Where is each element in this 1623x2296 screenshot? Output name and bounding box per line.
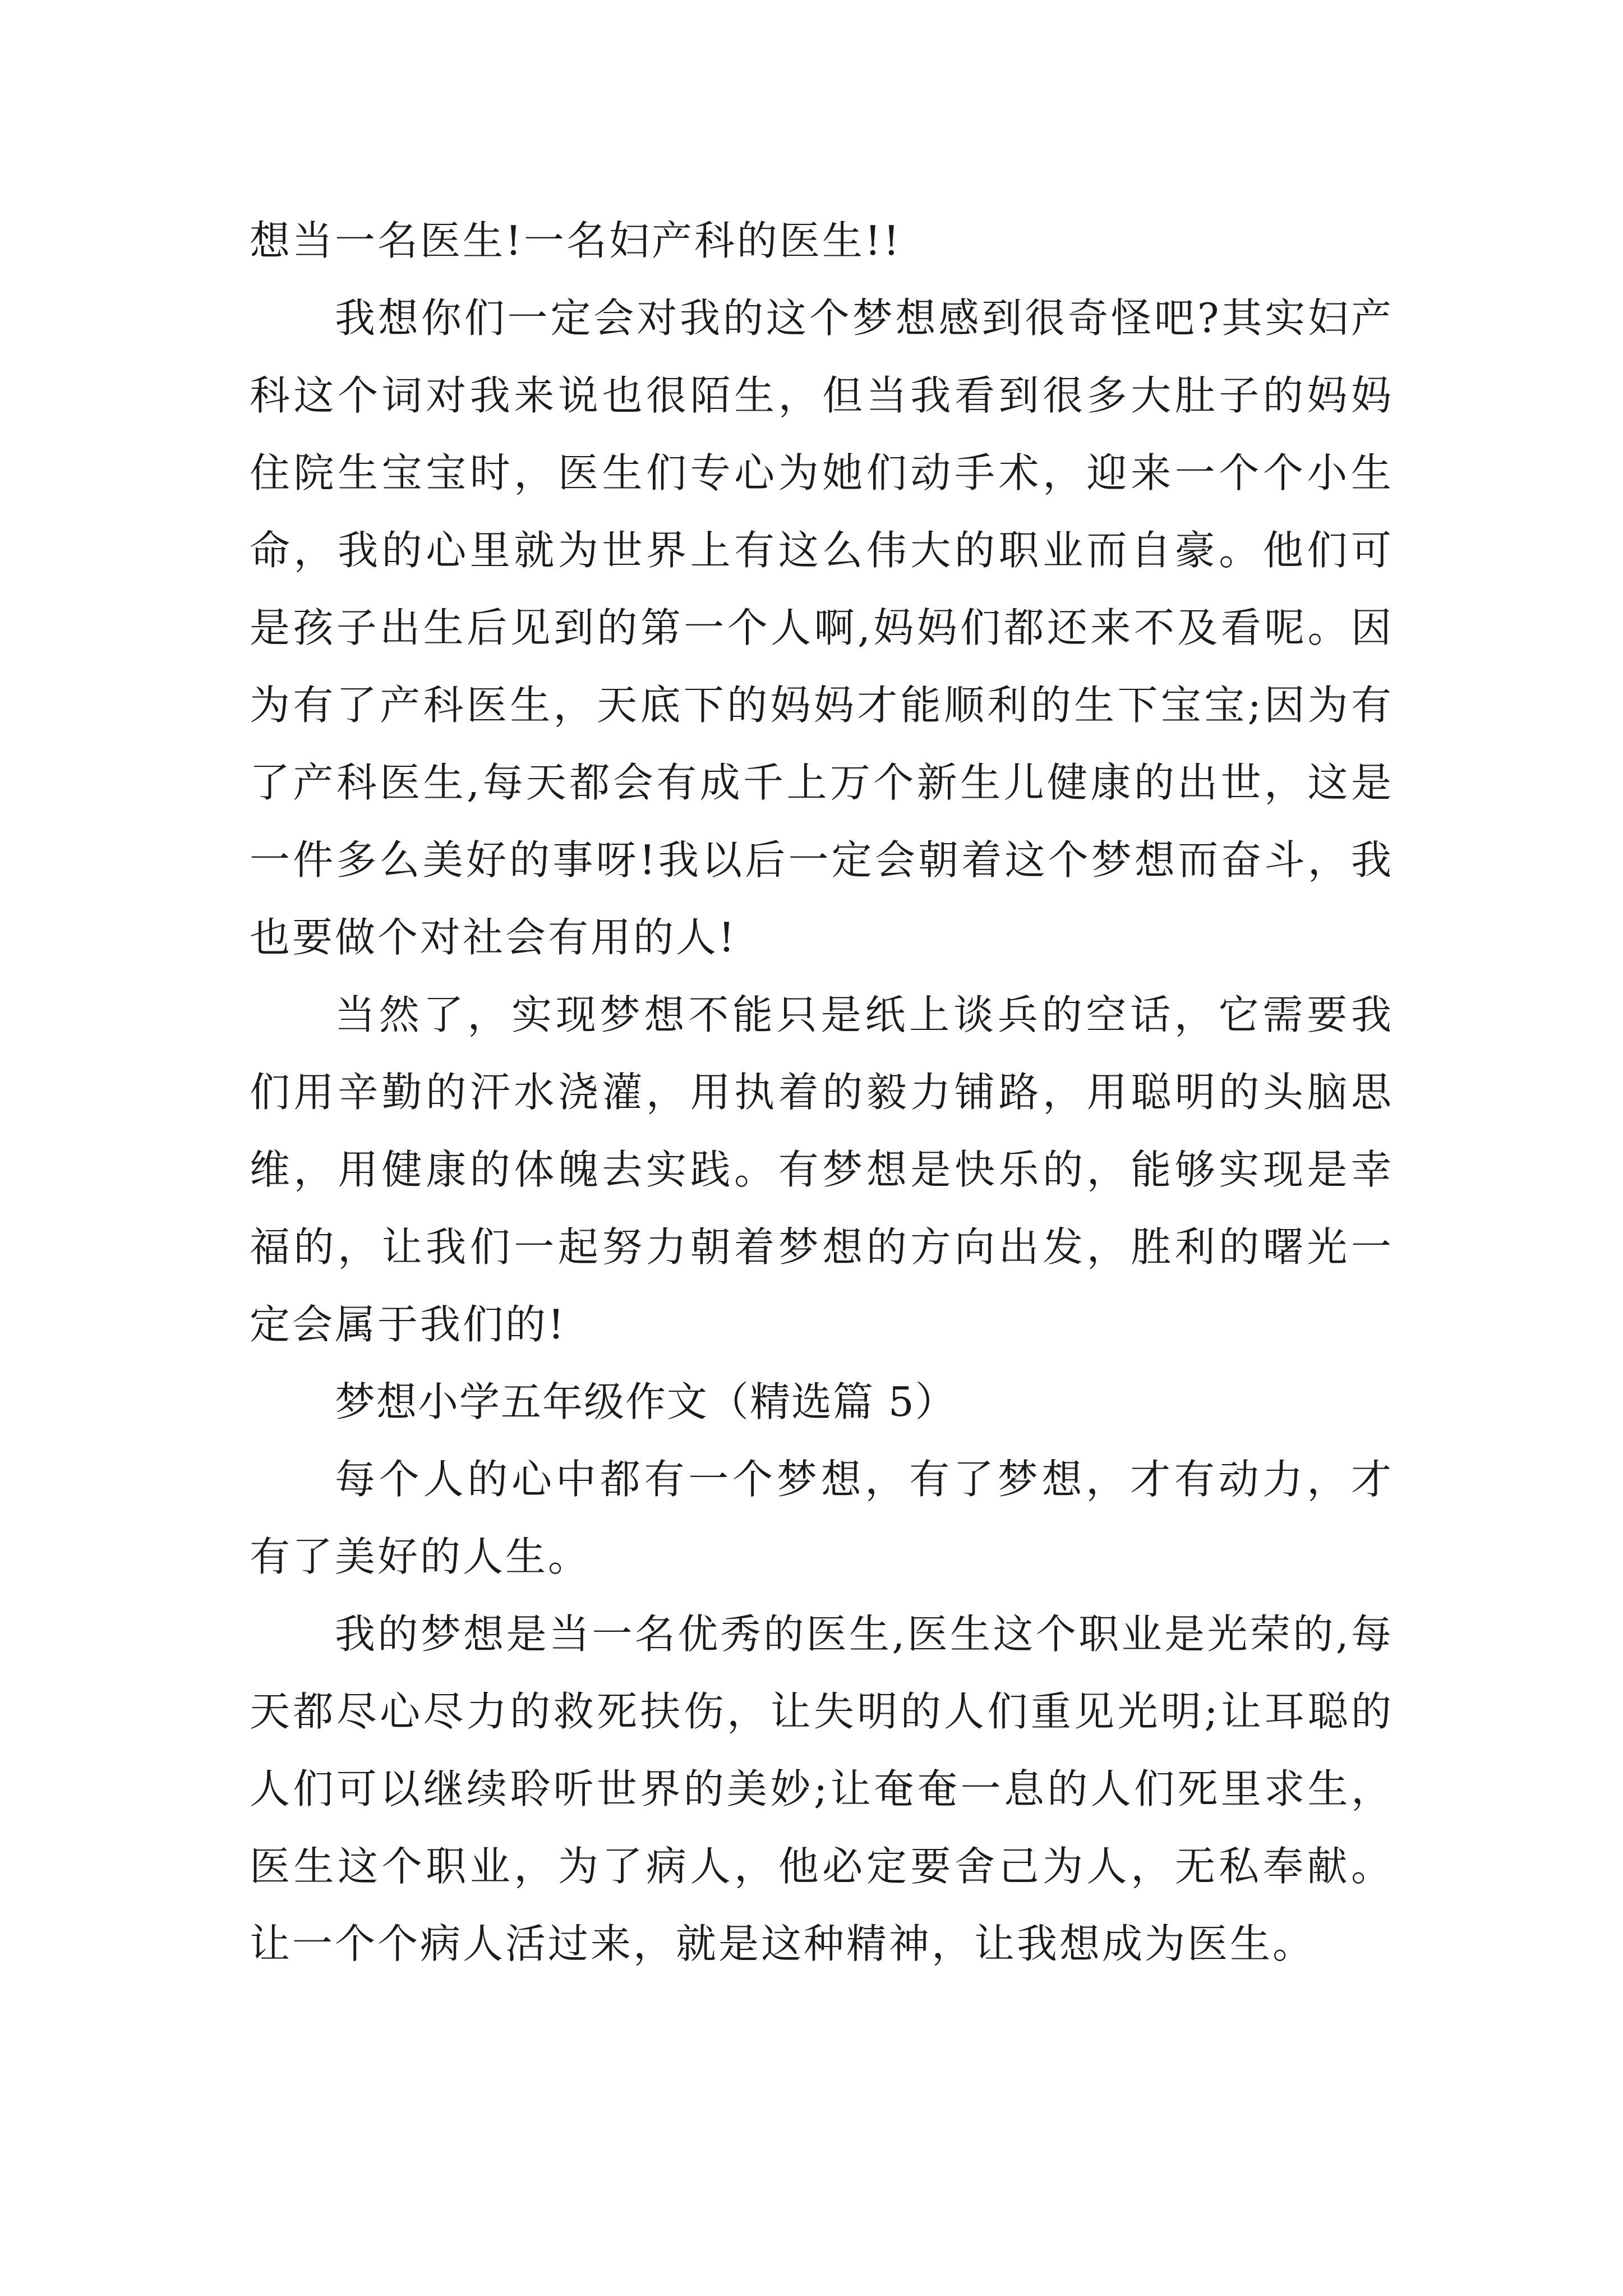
paragraph-everyone-has-dream: 每个人的心中都有一个梦想，有了梦想，才有动力，才有了美好的人生。 <box>250 1456 1394 1580</box>
paragraph-continuation: 想当一名医生!一名妇产科的医生!! <box>250 217 902 264</box>
section-heading: 梦想小学五年级作文（精选篇 5） <box>335 1378 957 1425</box>
essay-text <box>250 202 1394 1982</box>
paragraph-realize-dream: 当然了，实现梦想不能只是纸上谈兵的空话，它需要我们用辛勤的汗水浇灌，用执着的毅力铺路，用聪明的头脑思维，用健康的体魄去实践。有梦想是快乐的，能够实现是幸福的，让我们一起努力朝着梦想的方向出发，胜利的曙光一定会属于我们的! <box>250 991 1394 1348</box>
paragraph-obstetrics-dream: 我想你们一定会对我的这个梦想感到很奇怪吧?其实妇产科这个词对我来说也很陌生，但当我看到很多大肚子的妈妈住院生宝宝时，医生们专心为她们动手术，迎来一个个小生命，我的心里就为世界上有这么伟大的职业而自豪。他们可是孩子出生后见到的第一个人啊,妈妈们都还来不及看呢。因为有了产科医生，天底下的妈妈才能顺利的生下宝宝;因为有了产科医生,每天都会有成千上万个新生儿健康的出世，这是一件多么美好的事呀!我以后一定会朝着这个梦想而奋斗，我也要做个对社会有用的人! <box>250 295 1394 961</box>
paragraph-doctor-dream: 我的梦想是当一名优秀的医生,医生这个职业是光荣的,每天都尽心尽力的救死扶伤，让失明的人们重见光明;让耳聪的人们可以继续聆听世界的美妙;让奄奄一息的人们死里求生，医生这个职业，为了病人，他必定要舍己为人，无私奉献。让一个个病人活过来，就是这种精神，让我想成为医生。 <box>250 1611 1394 1967</box>
